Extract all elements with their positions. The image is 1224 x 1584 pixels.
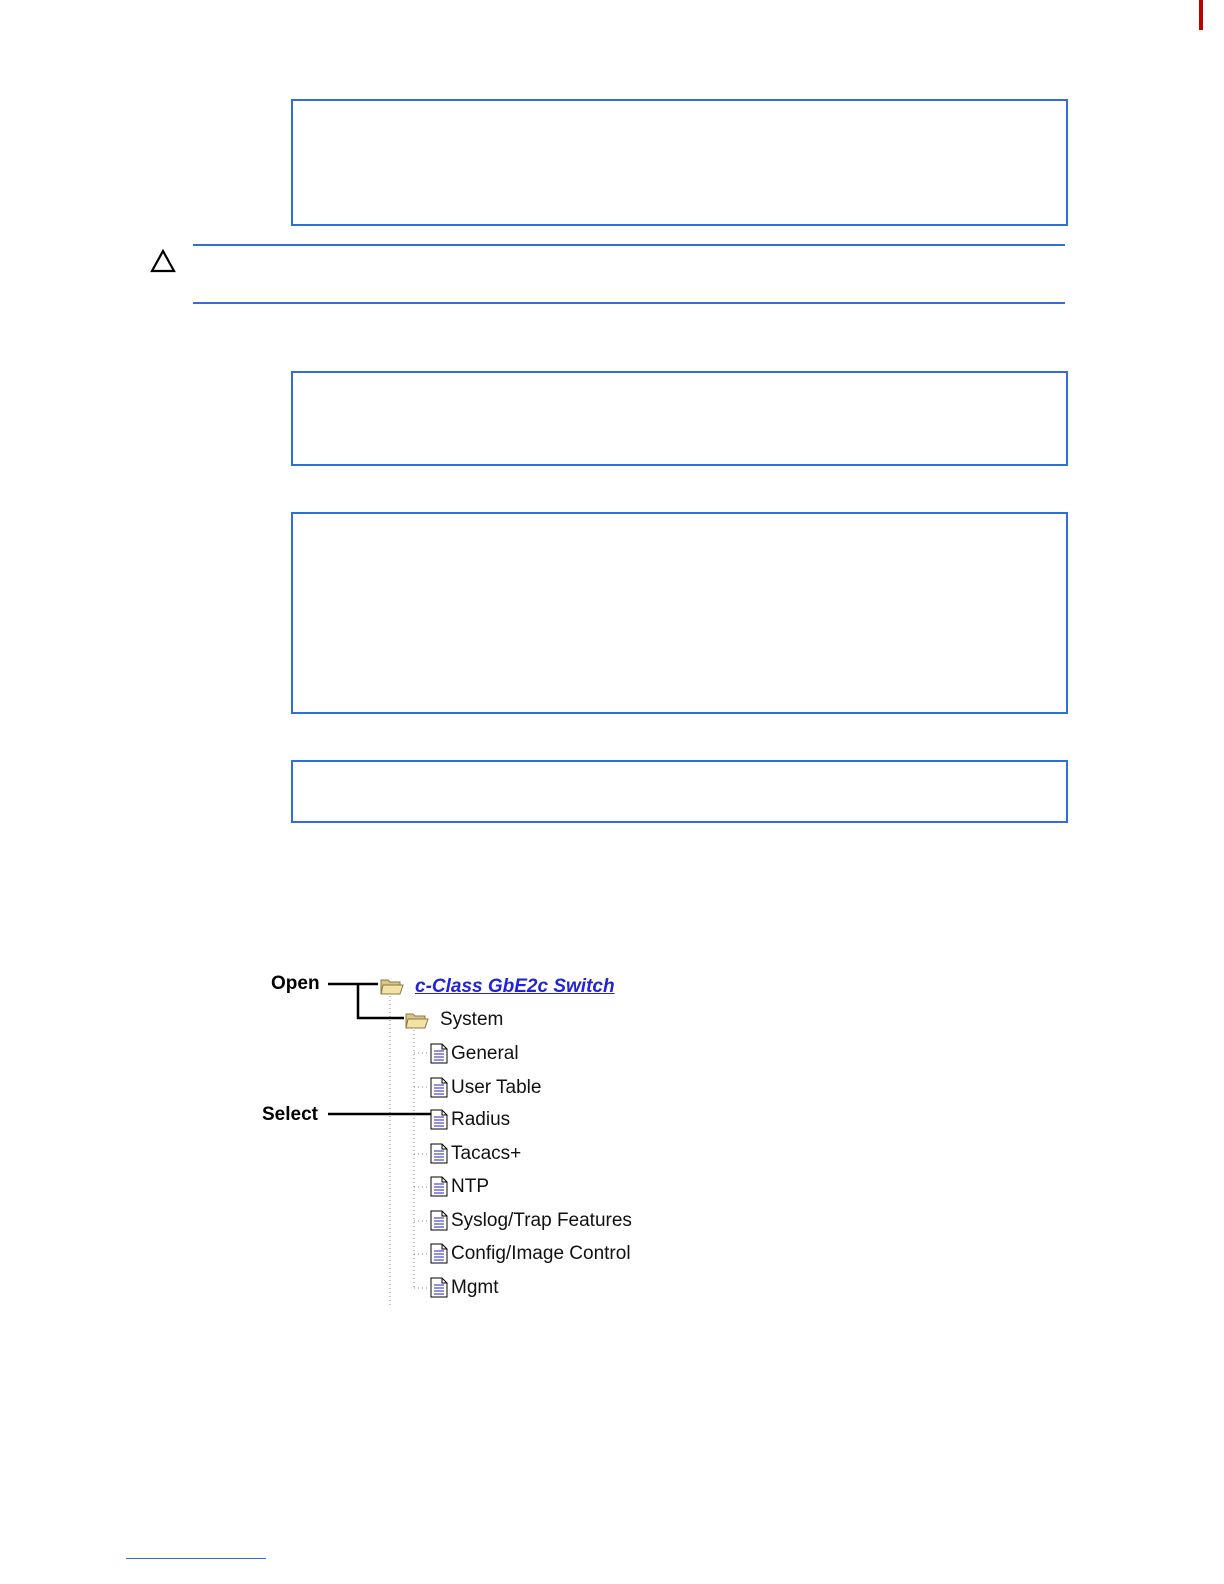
tree-leaf-label: Mgmt — [451, 1277, 499, 1298]
document-icon — [430, 1043, 448, 1064]
tree-leaf-label: Tacacs+ — [451, 1143, 522, 1164]
open-folder-icon — [380, 976, 404, 996]
tree-leaf-label: Radius — [451, 1109, 511, 1130]
tree-leaf-label: User Table — [451, 1077, 542, 1098]
document-icon — [430, 1109, 448, 1130]
footer-link-underline — [126, 1558, 266, 1559]
tree-leaf-label: NTP — [451, 1176, 489, 1197]
tree-leaf-label: Config/Image Control — [451, 1243, 631, 1264]
document-icon — [430, 1176, 448, 1197]
document-icon — [430, 1077, 448, 1098]
document-icon — [430, 1277, 448, 1298]
open-folder-icon — [405, 1010, 429, 1030]
document-icon — [430, 1210, 448, 1231]
tree-leaf-label: Syslog/Trap Features — [451, 1210, 632, 1231]
tree-root-link[interactable]: c-Class GbE2c Switch — [415, 976, 615, 997]
document-icon — [430, 1143, 448, 1164]
document-icon — [430, 1243, 448, 1264]
open-callout: Open — [271, 973, 320, 994]
select-callout: Select — [262, 1104, 318, 1125]
tree-folder-system[interactable]: System — [440, 1009, 504, 1030]
tree-leaf-label: General — [451, 1043, 519, 1064]
